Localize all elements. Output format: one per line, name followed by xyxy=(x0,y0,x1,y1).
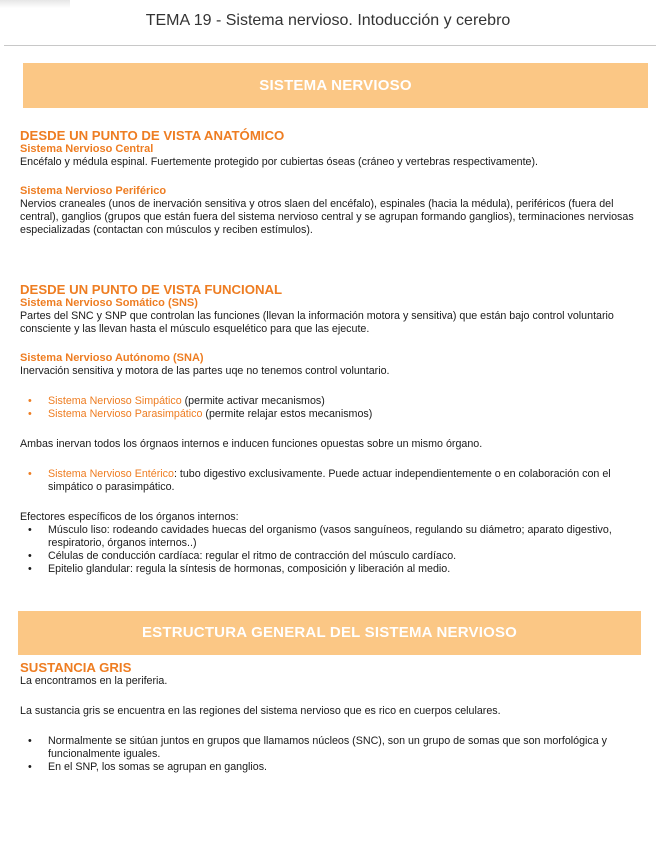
bullet-icon: • xyxy=(28,408,32,420)
list-item xyxy=(20,761,638,774)
desc-simpatico: (permite activar mecanismos) xyxy=(181,395,325,407)
heading-sustancia-gris: SUSTANCIA GRIS xyxy=(20,660,132,675)
efector-text: Músculo liso: rodeando cavidades huecas del organismo (vasos sanguíneos, regulando su diámetro; aparato digestivo, respiratorio, órganos internos..) xyxy=(48,524,612,549)
list-item xyxy=(20,524,638,550)
bullet-icon: • xyxy=(28,735,32,747)
section-banner-estructura: ESTRUCTURA GENERAL DEL SISTEMA NERVIOSO xyxy=(18,611,641,655)
bullet-icon: • xyxy=(28,524,32,536)
heading-anatomico: DESDE UN PUNTO DE VISTA ANATÓMICO xyxy=(20,128,285,143)
list-item xyxy=(20,408,638,421)
subheading-snc: Sistema Nervioso Central xyxy=(20,143,154,155)
bullet-icon: • xyxy=(28,468,32,480)
paragraph-snc: Encéfalo y médula espinal. Fuertemente protegido por cubiertas óseas (cráneo y vertebras respectivamente). xyxy=(20,156,539,168)
term-parasimpatico: Sistema Nervioso Parasimpático xyxy=(48,408,203,420)
paragraph-cuerpos-celulares: La sustancia gris se encuentra en las regiones del sistema nervioso que es rico en cuerpos celulares. xyxy=(20,705,501,717)
heading-funcional: DESDE UN PUNTO DE VISTA FUNCIONAL xyxy=(20,282,283,297)
list-efectores xyxy=(20,524,638,576)
bullet-icon: • xyxy=(28,395,32,407)
list-item xyxy=(20,735,638,761)
paragraph-efectores-intro: Efectores específicos de los órganos internos: xyxy=(20,511,239,523)
section-funcional xyxy=(20,282,638,576)
bullet-icon: • xyxy=(28,550,32,562)
paragraph-snp: Nervios craneales (unos de inervación sensitiva y otros slaen del encéfalo), espinales (hacia la médula), periféricos (fuera del central), ganglios (grupos que están fuera del sistema nervioso central y se agrupan formando ganglios), terminaciones nerviosas especializadas (contactan con músculos y reciben estímulos). xyxy=(20,198,634,236)
bullet-icon: • xyxy=(28,563,32,575)
subheading-sns: Sistema Nervioso Somático (SNS) xyxy=(20,297,198,309)
bullet-icon: • xyxy=(28,761,32,773)
subheading-sna: Sistema Nervioso Autónomo (SNA) xyxy=(20,352,204,364)
paragraph-sna: Inervación sensitiva y motora de las partes uqe no tenemos control voluntario. xyxy=(20,365,390,377)
desc-enterico: : tubo digestivo exclusivamente. Puede actuar independientemente o en colaboración con el simpático o parasimpático. xyxy=(48,468,611,493)
efector-text: Células de conducción cardíaca: regular el ritmo de contracción del músculo cardíaco. xyxy=(48,550,457,562)
list-sna-subsystems xyxy=(20,395,638,421)
paragraph-periferia: La encontramos en la periferia. xyxy=(20,675,168,687)
list-item xyxy=(20,395,638,408)
page-title: TEMA 19 - Sistema nervioso. Intoducción y cerebro xyxy=(145,12,511,29)
header-divider xyxy=(4,45,656,46)
corner-shadow xyxy=(0,0,70,8)
subheading-snp: Sistema Nervioso Periférico xyxy=(20,185,167,197)
desc-parasimpatico: (permite relajar estos mecanismos) xyxy=(202,408,373,420)
item-text: En el SNP, los somas se agrupan en ganglios. xyxy=(48,761,268,773)
term-enterico: Sistema Nervioso Entérico xyxy=(48,468,174,480)
term-simpatico: Sistema Nervioso Simpático xyxy=(48,395,182,407)
title-bar xyxy=(0,0,656,46)
paragraph-sns: Partes del SNC y SNP que controlan las funciones (llevan la información motora y sensitiva) que están bajo control voluntario consciente y las llevan hasta el músculo esquelético para que las ejecute. xyxy=(20,310,614,335)
section-anatomico xyxy=(20,128,638,237)
efector-text: Epitelio glandular: regula la síntesis de hormonas, composición y liberación al medio. xyxy=(48,563,451,575)
list-enterico xyxy=(20,468,638,494)
paragraph-ambas: Ambas inervan todos los órgnaos internos e inducen funciones opuestas sobre un mismo órgano. xyxy=(20,438,483,450)
section-sustancia-gris xyxy=(20,660,638,774)
list-sustancia-gris xyxy=(20,735,638,774)
list-item xyxy=(20,468,638,494)
section-banner-sistema-nervioso: SISTEMA NERVIOSO xyxy=(23,63,648,108)
item-text: Normalmente se sitúan juntos en grupos que llamamos núcleos (SNC), son un grupo de somas que son morfológica y funcionalmente iguales. xyxy=(48,735,608,760)
list-item xyxy=(20,550,638,563)
list-item xyxy=(20,563,638,576)
